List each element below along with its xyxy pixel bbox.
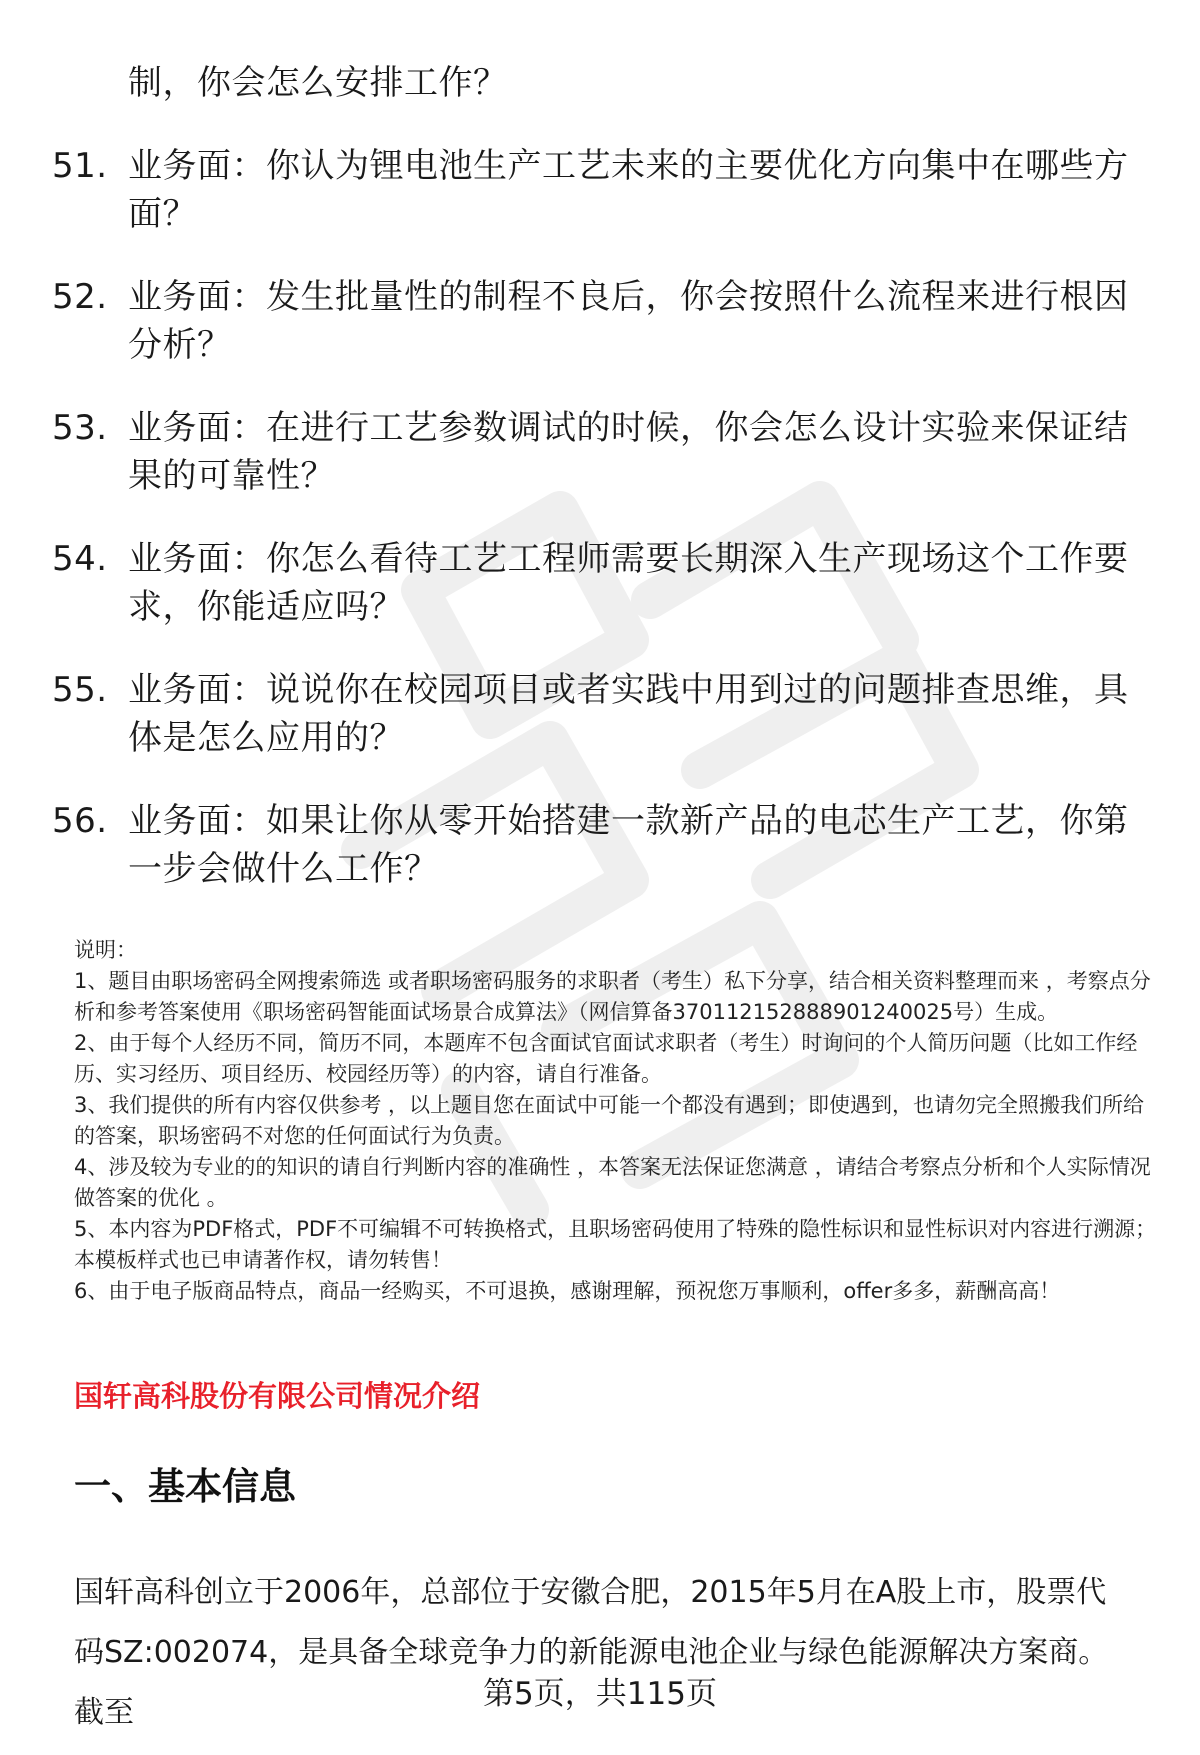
- question-number: 52.: [52, 277, 108, 317]
- question-number: 54.: [52, 539, 108, 579]
- question-number: 56.: [52, 801, 108, 841]
- note-item: 3、我们提供的所有内容仅供参考 ，以上题目您在面试中可能一个都没有遇到；即使遇到，也请勿完全照搬我们所给的答案，职场密码不对您的任何面试行为负责。: [74, 1093, 1145, 1148]
- question-text: 业务面：如果让你从零开始搭建一款新产品的电芯生产工艺，你第一步会做什么工作？: [128, 801, 1129, 889]
- note-item: 5、本内容为PDF格式，PDF不可编辑不可转换格式，且职场密码使用了特殊的隐性标识和显性标识对内容进行溯源；本模板样式也已申请著作权，请勿转售！: [74, 1217, 1157, 1272]
- question-text: 业务面：你认为锂电池生产工艺未来的主要优化方向集中在哪些方面？: [128, 146, 1129, 234]
- company-intro-title: 国轩高科股份有限公司情况介绍: [74, 1379, 481, 1413]
- notes-heading: 说明：: [74, 938, 137, 962]
- question-list: [52, 142, 1142, 928]
- note-item: 6、由于电子版商品特点，商品一经购买，不可退换，感谢理解，预祝您万事顺利，offer多多，薪酬高高！: [74, 1279, 1061, 1303]
- body-paragraph: [74, 1563, 1134, 1743]
- question-text: 业务面：你怎么看待工艺工程师需要长期深入生产现场这个工作要求，你能适应吗？: [128, 539, 1129, 627]
- question-item: [52, 404, 1142, 500]
- question-item: [52, 142, 1142, 238]
- section-heading: 一、基本信息: [74, 1465, 296, 1508]
- question-number: 53.: [52, 408, 108, 448]
- notes-section: [74, 935, 1164, 1307]
- question-item: [52, 273, 1142, 369]
- note-item: 4、涉及较为专业的的知识的请自行判断内容的准确性 ，本答案无法保证您满意 ，请结合考察点分析和个人实际情况做答案的优化 。: [74, 1155, 1151, 1210]
- question-item: [52, 535, 1142, 631]
- note-item: 1、题目由职场密码全网搜索筛选 或者职场密码服务的求职者（考生）私下分享，结合相关资料整理而来 ，考察点分析和参考答案使用《职场密码智能面试场景合成算法》（网信算备370112152888901240025号）生成。: [74, 969, 1151, 1024]
- question-item: [52, 797, 1142, 893]
- question-text: 业务面：在进行工艺参数调试的时候，你会怎么设计实验来保证结果的可靠性？: [128, 408, 1129, 496]
- body-paragraph-text: 国轩高科创立于2006年，总部位于安徽合肥，2015年5月在A股上市，股票代码SZ:002074，是具备全球竞争力的新能源电池企业与绿色能源解决方案商。截至: [74, 1575, 1109, 1730]
- question-item: [52, 666, 1142, 762]
- question-continuation: 制，你会怎么安排工作？: [128, 63, 508, 103]
- question-number: 51.: [52, 146, 108, 186]
- question-text: 业务面：说说你在校园项目或者实践中用到过的问题排查思维，具体是怎么应用的？: [128, 670, 1129, 758]
- question-text: 业务面：发生批量性的制程不良后，你会按照什么流程来进行根因分析？: [128, 277, 1129, 365]
- page-number-footer: 第5页，共115页: [483, 1676, 717, 1712]
- question-number: 55.: [52, 670, 108, 710]
- note-item: 2、由于每个人经历不同，简历不同，本题库不包含面试官面试求职者（考生）时询问的个人简历问题（比如工作经历、实习经历、项目经历、校园经历等）的内容，请自行准备。: [74, 1031, 1138, 1086]
